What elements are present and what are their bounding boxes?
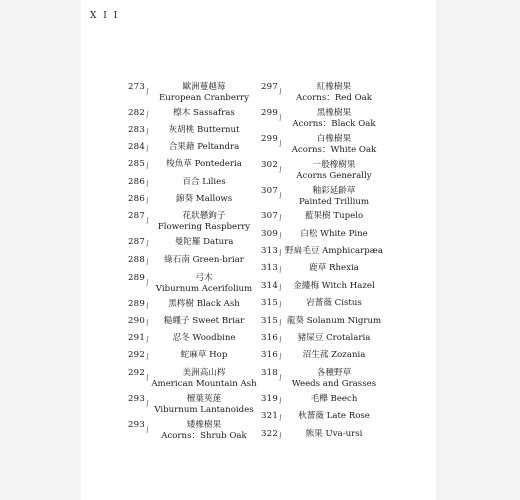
entry-line-secondary: Flowering Raspberry [157,222,251,232]
entry-line-secondary: Viburnum Acerifolium [155,284,253,294]
entry-line-primary: 曼陀羅 Datura [174,237,234,247]
slash-mark: / [278,395,283,406]
slash-mark: / [278,412,283,423]
page-reference-number: 283 [128,125,146,135]
entry-line-primary: 釉彩延齡草 [312,186,356,196]
slash-mark: / [145,195,150,206]
slash-mark: / [145,334,150,345]
entry-line-primary: 各種野草 [316,368,352,378]
entry-line-primary: 龍葵 Solanum Nigrum [286,316,382,326]
entry-text [134,211,274,233]
slash-mark: / [278,372,283,383]
entry-line-primary: 檫木 Sassafras [173,108,235,118]
entry-line-primary: 弓木 [195,273,213,283]
slash-mark: / [145,215,150,226]
entry-text [264,333,404,344]
page-reference-number: 307 [261,186,279,196]
page-reference-number: 289 [128,299,146,309]
entry-text [134,142,274,153]
entry-line-primary: 灰胡桃 Butternut [168,125,240,135]
entry-text [264,298,404,309]
entry-text [134,299,274,310]
entry-text [134,194,274,205]
slash-mark: / [145,178,150,189]
entry-line-primary: 熊果 Uva-ursi [305,429,363,439]
page-reference-number: 322 [261,429,279,439]
page-reference-number: 309 [261,229,279,239]
page-reference-number: 315 [261,316,279,326]
entry-line-primary: 秋薔薇 Late Rose [298,411,370,421]
page-reference-number: 273 [128,82,146,92]
entry-text [264,246,404,257]
entry-line-primary: 豬屎豆 Crotalaria [297,333,371,343]
entry-line-primary: 糙繩子 Sweet Briar [163,316,245,326]
entry-line-primary: 一般橡樹果 [312,160,356,170]
slash-mark: / [145,256,150,267]
entry-line-secondary: Acorns Generally [296,171,372,181]
entry-line-primary: 錦葵 Mallows [175,194,233,204]
entry-text [264,211,404,222]
page-reference-number: 286 [128,194,146,204]
slash-mark: / [278,86,283,97]
slash-mark: / [145,317,150,328]
entry-text [134,125,274,136]
entry-line-secondary: American Mountain Ash [151,379,257,389]
slash-mark: / [278,299,283,310]
entry-line-primary: 蛇麻草 Hop [180,350,228,360]
page-reference-number: 288 [128,255,146,265]
entry-text [134,237,274,248]
entry-text [134,255,274,266]
entry-line-primary: 歐洲蔓越莓 [182,82,226,92]
entry-text [134,273,274,295]
entry-line-primary: 忍冬 Woodbine [172,333,236,343]
page-reference-number: 307 [261,211,279,221]
entry-text [134,316,274,327]
entry-line-primary: 美洲高山梣 [182,368,226,378]
entry-line-primary: 黑梣樹 Black Ash [168,299,240,309]
entry-text [264,263,404,274]
entry-line-primary: 檀葉莢蒾 [186,394,222,404]
entry-text [264,368,404,390]
slash-mark: / [145,238,150,249]
entry-text [134,420,274,442]
entry-text [264,82,404,104]
page-reference-number: 315 [261,298,279,308]
page-reference-number: 321 [261,411,279,421]
slash-mark: / [278,351,283,362]
page-reference-number: 316 [261,350,279,360]
entry-line-secondary: Viburnum Lantanoides [154,405,254,415]
entry-line-secondary: Acorns：Shrub Oak [161,431,247,441]
entry-line-primary: 矮橡樹果 [186,420,222,430]
entry-line-primary: 花狀懸鉤子 [182,211,226,221]
page-reference-number: 291 [128,333,146,343]
entry-text [264,316,404,327]
entry-line-primary: 藍果樹 Tupelo [304,211,364,221]
entry-text [264,160,404,182]
page-reference-number: 284 [128,142,146,152]
entry-line-primary: 綠石南 Green-briar [164,255,244,265]
entry-line-primary: 黑橡樹果 [316,108,352,118]
slash-mark: / [145,372,150,383]
entry-line-primary: 鹿草 Rhexia [309,263,359,273]
slash-mark: / [278,247,283,258]
slash-mark: / [145,277,150,288]
slash-mark: / [145,398,150,409]
entry-text [264,429,404,440]
entry-text [134,350,274,361]
entry-line-primary: 沼生菰 Zozania [302,350,366,360]
page-reference-number: 313 [261,246,279,256]
slash-mark: / [145,109,150,120]
slash-mark: / [145,126,150,137]
entry-line-primary: 岩薔薇 Cistus [306,298,362,308]
slash-mark: / [145,300,150,311]
entry-line-secondary: European Cranberry [158,93,250,103]
entry-text [264,108,404,130]
entry-text [264,411,404,422]
slash-mark: / [278,317,283,328]
slash-mark: / [278,212,283,223]
entry-line-secondary: Acorns：Red Oak [295,93,372,103]
entry-text [134,177,274,188]
page-reference-number: 287 [128,237,146,247]
entry-line-primary: 梭魚草 Pontederia [166,159,242,169]
page-reference-number: 285 [128,159,146,169]
page-reference-number: 286 [128,177,146,187]
entry-line-primary: 野扁毛豆 Amphicarpæa [285,246,383,256]
entry-text [134,108,274,119]
page-reference-number: 292 [128,368,146,378]
entry-line-primary: 白橡樹果 [316,134,352,144]
entry-text [264,134,404,156]
slash-mark: / [278,282,283,293]
entry-text [134,368,274,390]
page-reference-number: 292 [128,350,146,360]
entry-text [264,229,404,240]
page-reference-number: 290 [128,316,146,326]
entry-text [264,186,404,208]
entry-line-primary: 合果藉 Peltandra [168,142,240,152]
slash-mark: / [145,424,150,435]
slash-mark: / [278,138,283,149]
page-reference-number: 297 [261,82,279,92]
slash-mark: / [278,112,283,123]
page-reference-number: 302 [261,160,279,170]
page-reference-number: 299 [261,108,279,118]
page-number: X I I [90,11,120,21]
slash-mark: / [278,164,283,175]
page-reference-number: 316 [261,333,279,343]
entry-line-secondary: Weeds and Grasses [291,379,377,389]
page-reference-number: 319 [261,394,279,404]
entry-text [264,394,404,405]
entry-line-secondary: Painted Trillium [298,197,370,207]
slash-mark: / [145,86,150,97]
slash-mark: / [278,430,283,441]
slash-mark: / [278,334,283,345]
entry-text [264,281,404,292]
entry-text [134,394,274,416]
entry-line-secondary: Acorns：Black Oak [292,119,376,129]
page-reference-number: 282 [128,108,146,118]
entry-line-primary: 百合 Lilies [182,177,226,187]
page-reference-number: 299 [261,134,279,144]
page-reference-number: 293 [128,420,146,430]
entry-line-primary: 毛櫸 Beech [310,394,358,404]
slash-mark: / [278,230,283,241]
slash-mark: / [145,160,150,171]
slash-mark: / [278,264,283,275]
entry-line-secondary: Acorns：White Oak [291,145,377,155]
entry-line-primary: 金縷梅 Witch Hazel [293,281,375,291]
page-reference-number: 287 [128,211,146,221]
entry-text [264,350,404,361]
entry-text [134,333,274,344]
entry-text [134,82,274,104]
entry-line-primary: 白松 White Pine [300,229,368,239]
page-reference-number: 318 [261,368,279,378]
page-reference-number: 313 [261,263,279,273]
slash-mark: / [145,351,150,362]
page-reference-number: 293 [128,394,146,404]
entry-line-primary: 紅橡樹果 [316,82,352,92]
page-reference-number: 289 [128,273,146,283]
slash-mark: / [278,190,283,201]
slash-mark: / [145,143,150,154]
page-reference-number: 314 [261,281,279,291]
entry-text [134,159,274,170]
